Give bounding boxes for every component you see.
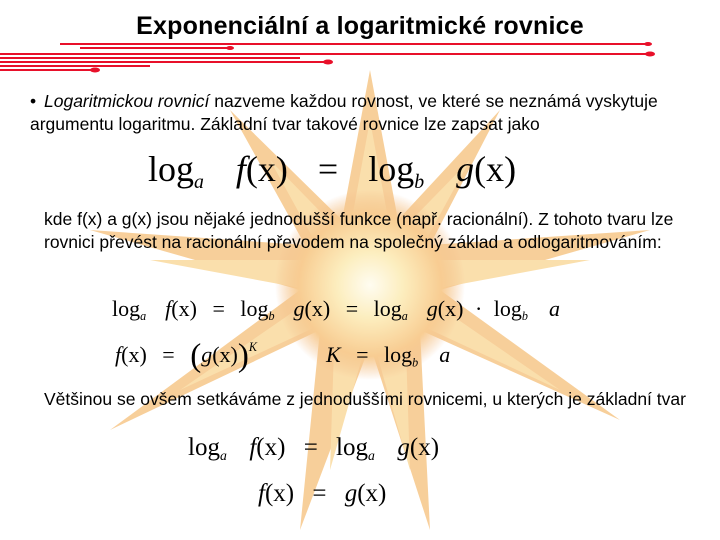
equation-result: f(x) = g(x) [258, 480, 387, 507]
equation-exponent-form: $f(x) = (g(x))^K$ $K = \log_b a$ [115, 338, 451, 374]
simple-form-paragraph: Většinou se ovšem setkáváme z jednoduššími rovnicemi, u kterých je základní tvar [44, 389, 686, 409]
log-b: $\log_b$ [368, 149, 425, 193]
equation-same-base: $\log_a f(x) = \log_a g(x)$ [188, 434, 440, 463]
intro-paragraph [30, 90, 700, 136]
equation-basic-form: $\log_a f(x) = \log_b g(x)$ [148, 149, 517, 193]
intro-text: nazveme každou rovnost, ve které se neznámá vyskytuje argumentu logaritmu. Základní tvar takové rovnice lze zapsat jako [30, 91, 658, 134]
equation-conversion: $\log_a f(x) = \log_b g(x) = \log_a g(x) \cdot \log_b a$ [112, 296, 560, 324]
log-a: $\log_a$ [148, 149, 204, 193]
intro-term: Logaritmickou rovnicí [44, 91, 210, 111]
conversion-paragraph: kde f(x) a g(x) jsou nějaké jednodušší funkce (např. racionální). Z tohoto tvaru lze rovnici převést na racionální převodem na společný základ a odlogaritmováním: [44, 209, 674, 252]
bullet-marker: • [30, 91, 37, 111]
slide-title: Exponenciální a logaritmické rovnice [136, 12, 584, 40]
